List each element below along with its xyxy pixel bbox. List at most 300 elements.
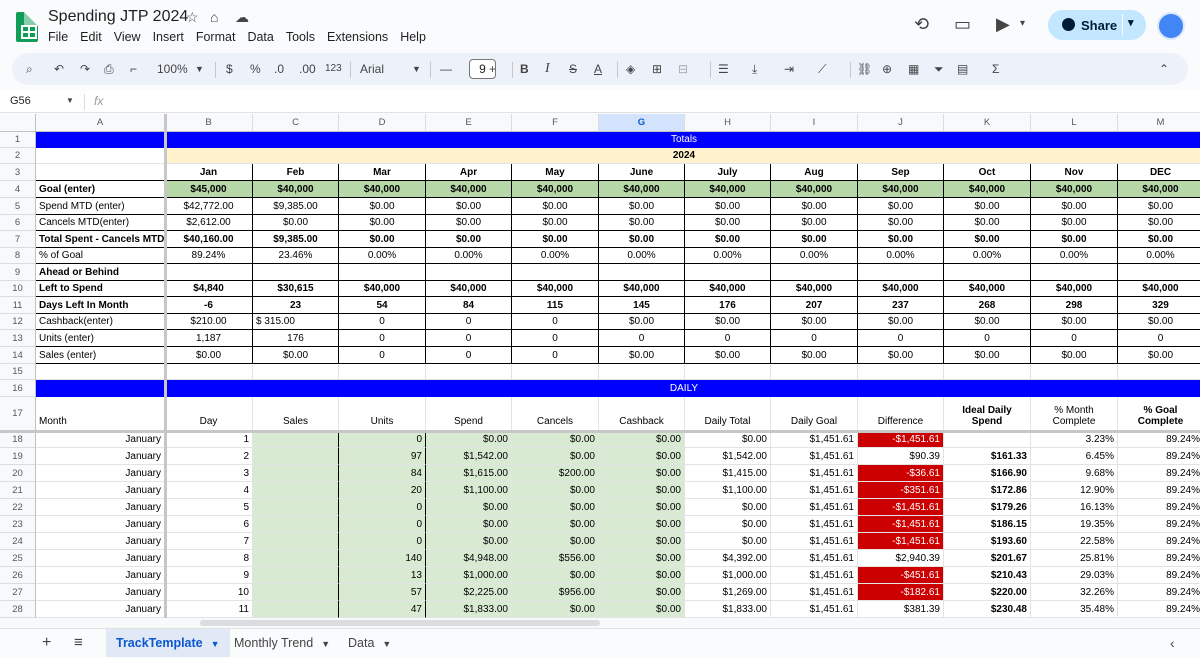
column-header-f[interactable]: F [512, 114, 599, 132]
cell[interactable]: 176 [253, 330, 339, 347]
cell[interactable]: 0.00% [771, 248, 858, 264]
cell[interactable]: January [36, 584, 165, 601]
cell[interactable]: 29.03% [1031, 567, 1118, 584]
cell[interactable]: $40,000 [599, 181, 685, 198]
cell[interactable] [1031, 264, 1118, 281]
font-size-input[interactable]: 9 [469, 59, 496, 79]
cell[interactable]: 5 [165, 499, 253, 516]
cell[interactable] [771, 264, 858, 281]
row-header[interactable]: 21 [0, 482, 36, 499]
cell[interactable]: $0.00 [426, 198, 512, 215]
cell[interactable]: $0.00 [771, 215, 858, 231]
cell[interactable]: $1,100.00 [685, 482, 771, 499]
name-box-dropdown-icon[interactable]: ▼ [66, 96, 74, 105]
cell[interactable]: -6 [165, 297, 253, 314]
cell[interactable]: $1,451.61 [771, 482, 858, 499]
cell[interactable]: 0 [426, 314, 512, 330]
cell[interactable]: $0.00 [1118, 198, 1200, 215]
cell[interactable]: Mar [339, 164, 426, 181]
cell[interactable]: 84 [426, 297, 512, 314]
cell[interactable]: $45,000 [165, 181, 253, 198]
cell[interactable]: % of Goal [36, 248, 165, 264]
cell[interactable]: 0 [512, 314, 599, 330]
cell[interactable] [339, 264, 426, 281]
cell[interactable]: 1 [165, 431, 253, 448]
column-label[interactable]: Cancels [512, 397, 599, 431]
column-header-a[interactable]: A [36, 114, 165, 132]
cell[interactable]: 35.48% [1031, 601, 1118, 618]
row-header[interactable]: 13 [0, 330, 36, 347]
bold-icon[interactable]: B [520, 62, 529, 76]
cell[interactable]: 89.24% [1118, 567, 1200, 584]
cell[interactable]: June [599, 164, 685, 181]
cell[interactable]: $0.00 [599, 465, 685, 482]
cell[interactable]: $0.00 [771, 231, 858, 248]
cell[interactable] [253, 584, 339, 601]
row-header[interactable]: 6 [0, 215, 36, 231]
cell[interactable]: $0.00 [944, 314, 1031, 330]
row-header[interactable]: 14 [0, 347, 36, 364]
cell[interactable]: 47 [339, 601, 426, 618]
cell[interactable]: 20 [339, 482, 426, 499]
cell[interactable]: $2,612.00 [165, 215, 253, 231]
cell[interactable]: 32.26% [1031, 584, 1118, 601]
menu-insert[interactable]: Insert [152, 30, 184, 44]
cell[interactable]: $4,948.00 [426, 550, 512, 567]
cell[interactable]: 115 [512, 297, 599, 314]
cell[interactable]: $1,451.61 [771, 499, 858, 516]
cell[interactable]: $1,833.00 [426, 601, 512, 618]
section-header[interactable]: DAILY [165, 380, 1200, 397]
cell[interactable]: $1,451.61 [771, 516, 858, 533]
currency-format-button[interactable]: $ [226, 62, 233, 76]
name-box[interactable]: G56 [10, 95, 31, 107]
menu-edit[interactable]: Edit [80, 30, 102, 44]
filter-icon[interactable]: ⏷ [934, 62, 944, 76]
cell[interactable]: $0.00 [512, 499, 599, 516]
cell[interactable]: 0 [858, 330, 944, 347]
cell[interactable]: $40,000 [944, 281, 1031, 297]
cell[interactable]: $0.00 [1118, 347, 1200, 364]
cell[interactable]: $30,615 [253, 281, 339, 297]
cell[interactable]: $0.00 [599, 533, 685, 550]
increase-font-size-icon[interactable]: + [489, 62, 497, 76]
cell[interactable]: $4,392.00 [685, 550, 771, 567]
cell[interactable]: -$1,451.61 [858, 499, 944, 516]
cell[interactable] [771, 364, 858, 380]
cell[interactable]: 0.00% [1031, 248, 1118, 264]
move-to-folder-icon[interactable]: ⌂ [210, 9, 219, 25]
cell[interactable]: $40,000 [944, 181, 1031, 198]
cell[interactable]: $40,000 [1118, 181, 1200, 198]
star-icon[interactable]: ☆ [186, 9, 199, 25]
cell[interactable]: $40,000 [253, 181, 339, 198]
cell[interactable]: Cancels MTD(enter) [36, 215, 165, 231]
column-header-b[interactable]: B [165, 114, 253, 132]
row-header[interactable]: 4 [0, 181, 36, 198]
cell[interactable] [512, 364, 599, 380]
cell[interactable]: 8 [165, 550, 253, 567]
decrease-font-size-icon[interactable]: — [440, 62, 452, 76]
cell[interactable] [253, 516, 339, 533]
column-header-h[interactable]: H [685, 114, 771, 132]
cell[interactable]: $40,000 [512, 281, 599, 297]
cell[interactable]: $0.00 [426, 499, 512, 516]
increase-decimal-button[interactable]: .00 [299, 62, 316, 76]
row-header[interactable]: 8 [0, 248, 36, 264]
cell[interactable]: $0.00 [1031, 215, 1118, 231]
cell[interactable]: $2,940.39 [858, 550, 944, 567]
cell[interactable]: 0 [1118, 330, 1200, 347]
cell[interactable] [339, 364, 426, 380]
cell[interactable]: $40,000 [685, 181, 771, 198]
cell[interactable]: $40,000 [1118, 281, 1200, 297]
cell[interactable] [253, 499, 339, 516]
paint-format-icon[interactable]: ⌐ [130, 62, 138, 76]
cell[interactable]: Left to Spend [36, 281, 165, 297]
undo-icon[interactable]: ↶ [54, 62, 65, 76]
cell[interactable]: $0.00 [771, 347, 858, 364]
cell[interactable]: Spend MTD (enter) [36, 198, 165, 215]
cell[interactable]: January [36, 550, 165, 567]
cell[interactable]: Days Left In Month [36, 297, 165, 314]
cell[interactable] [253, 364, 339, 380]
cell[interactable]: $1,451.61 [771, 567, 858, 584]
cell[interactable]: $1,451.61 [771, 465, 858, 482]
cell[interactable] [36, 364, 165, 380]
cell[interactable]: 0 [339, 431, 426, 448]
cell[interactable]: 4 [165, 482, 253, 499]
cell[interactable] [426, 264, 512, 281]
column-header-d[interactable]: D [339, 114, 426, 132]
cell[interactable]: $0.00 [685, 198, 771, 215]
cell[interactable]: $193.60 [944, 533, 1031, 550]
cell[interactable]: $0.00 [512, 198, 599, 215]
cell[interactable]: 89.24% [1118, 431, 1200, 448]
italic-icon[interactable]: I [545, 61, 550, 76]
cell[interactable]: $0.00 [426, 231, 512, 248]
cell[interactable]: 0 [512, 330, 599, 347]
row-header[interactable]: 24 [0, 533, 36, 550]
cell[interactable]: 89.24% [1118, 448, 1200, 465]
cell[interactable]: 89.24% [1118, 533, 1200, 550]
cell[interactable]: $0.00 [339, 198, 426, 215]
insert-comment-icon[interactable]: ⊕ [882, 62, 893, 76]
column-label[interactable]: % Goal Complete [1118, 397, 1200, 431]
cell[interactable]: $0.00 [685, 533, 771, 550]
cell[interactable]: $1,451.61 [771, 550, 858, 567]
cell[interactable]: Total Spent - Cancels MTD [36, 231, 165, 248]
column-label[interactable]: Difference [858, 397, 944, 431]
cell[interactable] [253, 601, 339, 618]
cell[interactable]: 12.90% [1031, 482, 1118, 499]
cell[interactable] [253, 567, 339, 584]
cell[interactable]: 176 [685, 297, 771, 314]
cell[interactable]: January [36, 601, 165, 618]
cell[interactable]: January [36, 482, 165, 499]
column-header-k[interactable]: K [944, 114, 1031, 132]
cell[interactable]: $40,000 [685, 281, 771, 297]
cell[interactable]: 0 [426, 330, 512, 347]
cell[interactable]: $0.00 [512, 231, 599, 248]
version-history-icon[interactable]: ⟲ [914, 14, 930, 34]
cell[interactable]: $210.43 [944, 567, 1031, 584]
cell[interactable]: $0.00 [1118, 314, 1200, 330]
row-header[interactable]: 15 [0, 364, 36, 380]
cell[interactable]: 9 [165, 567, 253, 584]
cell[interactable] [426, 364, 512, 380]
cell[interactable] [685, 364, 771, 380]
menu-view[interactable]: View [113, 30, 141, 44]
cell[interactable]: $40,000 [1031, 181, 1118, 198]
menu-data[interactable]: Data [247, 30, 274, 44]
cell[interactable]: $42,772.00 [165, 198, 253, 215]
cell[interactable]: $1,415.00 [685, 465, 771, 482]
cell[interactable]: Apr [426, 164, 512, 181]
cell[interactable]: 7 [165, 533, 253, 550]
column-header-g[interactable]: G [599, 114, 685, 132]
cell[interactable]: Sales (enter) [36, 347, 165, 364]
cell[interactable]: $0.00 [944, 198, 1031, 215]
redo-icon[interactable]: ↷ [80, 62, 91, 76]
cell[interactable] [599, 264, 685, 281]
cell[interactable]: $0.00 [944, 347, 1031, 364]
cell[interactable]: $40,000 [858, 281, 944, 297]
cell[interactable] [165, 264, 253, 281]
column-header-c[interactable]: C [253, 114, 339, 132]
column-label[interactable]: Day [165, 397, 253, 431]
cell[interactable]: 0.00% [599, 248, 685, 264]
row-header[interactable]: 26 [0, 567, 36, 584]
cell[interactable]: $1,833.00 [685, 601, 771, 618]
cell[interactable]: $0.00 [685, 499, 771, 516]
cell[interactable]: $0.00 [599, 215, 685, 231]
cell[interactable]: -$1,451.61 [858, 516, 944, 533]
cell[interactable]: 10 [165, 584, 253, 601]
cell[interactable]: 0.00% [339, 248, 426, 264]
cell[interactable]: $0.00 [512, 448, 599, 465]
row-header[interactable]: 23 [0, 516, 36, 533]
cell[interactable]: $1,451.61 [771, 448, 858, 465]
cell[interactable]: July [685, 164, 771, 181]
cell[interactable]: $0.00 [599, 231, 685, 248]
cell[interactable]: -$36.61 [858, 465, 944, 482]
cell[interactable]: $0.00 [944, 215, 1031, 231]
cell[interactable]: 23.46% [253, 248, 339, 264]
column-label[interactable]: Daily Goal [771, 397, 858, 431]
cell[interactable]: 0 [1031, 330, 1118, 347]
menu-extensions[interactable]: Extensions [327, 30, 389, 44]
cell[interactable]: $0.00 [685, 431, 771, 448]
cell[interactable] [253, 448, 339, 465]
cell[interactable]: $0.00 [599, 198, 685, 215]
cell[interactable]: $0.00 [512, 601, 599, 618]
functions-icon[interactable]: Σ [992, 62, 1000, 76]
cell[interactable] [1031, 364, 1118, 380]
cell[interactable]: 54 [339, 297, 426, 314]
row-header[interactable]: 20 [0, 465, 36, 482]
sheet-tab-monthly-trend[interactable] [224, 629, 340, 657]
cell[interactable]: $0.00 [685, 314, 771, 330]
cell[interactable]: $0.00 [599, 499, 685, 516]
column-label[interactable]: Units [339, 397, 426, 431]
cell[interactable] [36, 132, 165, 148]
cell[interactable] [253, 533, 339, 550]
horizontal-align-icon[interactable]: ☰ [718, 62, 729, 76]
cell[interactable]: 89.24% [1118, 550, 1200, 567]
row-header[interactable]: 28 [0, 601, 36, 618]
cloud-status-icon[interactable]: ☁ [235, 9, 249, 25]
cell[interactable]: 84 [339, 465, 426, 482]
cell[interactable]: 22.58% [1031, 533, 1118, 550]
cell[interactable]: 0 [426, 347, 512, 364]
meet-dropdown-icon[interactable]: ▾ [1020, 18, 1026, 29]
cell[interactable] [1118, 264, 1200, 281]
cell[interactable]: January [36, 448, 165, 465]
cell[interactable]: $0.00 [858, 198, 944, 215]
cell[interactable]: $40,000 [771, 281, 858, 297]
cell[interactable]: Nov [1031, 164, 1118, 181]
insert-link-icon[interactable]: ⛓ [857, 62, 873, 76]
strikethrough-icon[interactable]: S [569, 62, 578, 76]
cell[interactable]: 19.35% [1031, 516, 1118, 533]
column-header-j[interactable]: J [858, 114, 944, 132]
cell[interactable] [599, 364, 685, 380]
cell[interactable]: $1,615.00 [426, 465, 512, 482]
cell[interactable]: 89.24% [165, 248, 253, 264]
cell[interactable]: 0 [339, 314, 426, 330]
explore-collapse-icon[interactable]: ‹ [1170, 635, 1175, 651]
cell[interactable] [858, 364, 944, 380]
cell[interactable]: -$1,451.61 [858, 533, 944, 550]
cell[interactable] [253, 264, 339, 281]
cell[interactable]: $2,225.00 [426, 584, 512, 601]
cell[interactable] [944, 264, 1031, 281]
cell[interactable]: $90.39 [858, 448, 944, 465]
row-header[interactable]: 18 [0, 431, 36, 448]
cell[interactable]: $161.33 [944, 448, 1031, 465]
cell[interactable]: $0.00 [1118, 215, 1200, 231]
text-wrapping-icon[interactable]: ⇥ [784, 62, 795, 76]
cell[interactable]: $186.15 [944, 516, 1031, 533]
document-title[interactable]: Spending JTP 2024 [48, 8, 189, 25]
share-button[interactable] [1048, 10, 1146, 40]
cell[interactable] [944, 431, 1031, 448]
cell[interactable]: Ahead or Behind [36, 264, 165, 281]
cell[interactable]: $40,000 [426, 281, 512, 297]
menu-tools[interactable]: Tools [285, 30, 316, 44]
cell[interactable]: $956.00 [512, 584, 599, 601]
cell[interactable]: 89.24% [1118, 499, 1200, 516]
comments-icon[interactable]: ▭ [954, 14, 972, 34]
row-header[interactable]: 3 [0, 164, 36, 181]
cell[interactable]: $0.00 [599, 314, 685, 330]
cell[interactable]: $0.00 [858, 347, 944, 364]
cell[interactable]: $172.86 [944, 482, 1031, 499]
cell[interactable]: $0.00 [685, 231, 771, 248]
cell[interactable]: 0.00% [426, 248, 512, 264]
cell[interactable]: $201.67 [944, 550, 1031, 567]
cell[interactable]: 0 [512, 347, 599, 364]
cell[interactable]: $0.00 [771, 198, 858, 215]
cell[interactable]: $40,000 [858, 181, 944, 198]
column-header-i[interactable]: I [771, 114, 858, 132]
cell[interactable]: 0 [339, 330, 426, 347]
fill-color-icon[interactable]: ◈ [626, 62, 636, 76]
cell[interactable]: $0.00 [426, 516, 512, 533]
row-header[interactable]: 1 [0, 132, 36, 148]
column-label[interactable]: % Month Complete [1031, 397, 1118, 431]
row-header[interactable]: 7 [0, 231, 36, 248]
cell[interactable]: May [512, 164, 599, 181]
row-header[interactable]: 9 [0, 264, 36, 281]
column-header-e[interactable]: E [426, 114, 512, 132]
print-icon[interactable]: ⎙ [104, 62, 114, 76]
cell[interactable]: $0.00 [512, 516, 599, 533]
cell[interactable]: Jan [165, 164, 253, 181]
cell[interactable]: $0.00 [599, 482, 685, 499]
zoom-select[interactable]: 100% [157, 62, 188, 76]
cell[interactable]: $166.90 [944, 465, 1031, 482]
row-header[interactable]: 2 [0, 148, 36, 164]
column-label[interactable]: Cashback [599, 397, 685, 431]
cell[interactable]: $556.00 [512, 550, 599, 567]
cell[interactable] [165, 364, 253, 380]
cell[interactable]: $0.00 [1031, 314, 1118, 330]
cell[interactable]: 0 [339, 533, 426, 550]
cell[interactable]: $230.48 [944, 601, 1031, 618]
cell[interactable] [1118, 364, 1200, 380]
cell[interactable]: $1,542.00 [426, 448, 512, 465]
borders-icon[interactable]: ⊞ [652, 62, 663, 76]
cell[interactable]: $0.00 [599, 431, 685, 448]
cell[interactable]: $1,451.61 [771, 601, 858, 618]
cell[interactable]: $0.00 [599, 601, 685, 618]
cell[interactable]: $0.00 [599, 448, 685, 465]
select-all-corner[interactable] [0, 114, 36, 132]
cell[interactable]: $0.00 [339, 215, 426, 231]
cell[interactable]: $0.00 [1118, 231, 1200, 248]
all-sheets-icon[interactable]: ≡ [74, 634, 83, 651]
zoom-dropdown-icon[interactable]: ▼ [195, 64, 204, 74]
cell[interactable]: $40,000 [339, 281, 426, 297]
horizontal-scrollbar[interactable] [0, 618, 1200, 628]
cell[interactable]: 16.13% [1031, 499, 1118, 516]
cell[interactable]: 23 [253, 297, 339, 314]
cell[interactable]: 0.00% [858, 248, 944, 264]
cell[interactable]: 57 [339, 584, 426, 601]
cell[interactable]: January [36, 516, 165, 533]
cell[interactable]: 0.00% [944, 248, 1031, 264]
cell[interactable]: $0.00 [858, 231, 944, 248]
cell[interactable]: $40,000 [512, 181, 599, 198]
cell[interactable]: $ 315.00 [253, 314, 339, 330]
cell[interactable]: $0.00 [426, 431, 512, 448]
frozen-row-divider[interactable] [0, 430, 1200, 433]
sheet-tab-dropdown-icon[interactable]: ▼ [321, 639, 331, 649]
cell[interactable]: $179.26 [944, 499, 1031, 516]
cell[interactable]: $1,542.00 [685, 448, 771, 465]
column-label[interactable]: Spend [426, 397, 512, 431]
cell[interactable] [36, 164, 165, 181]
cell[interactable] [944, 364, 1031, 380]
cell[interactable] [685, 264, 771, 281]
cell[interactable] [36, 380, 165, 397]
cell[interactable]: -$351.61 [858, 482, 944, 499]
cell[interactable]: 0.00% [512, 248, 599, 264]
cell[interactable]: $1,000.00 [685, 567, 771, 584]
collapse-toolbar-icon[interactable]: ⌃ [1159, 62, 1170, 76]
